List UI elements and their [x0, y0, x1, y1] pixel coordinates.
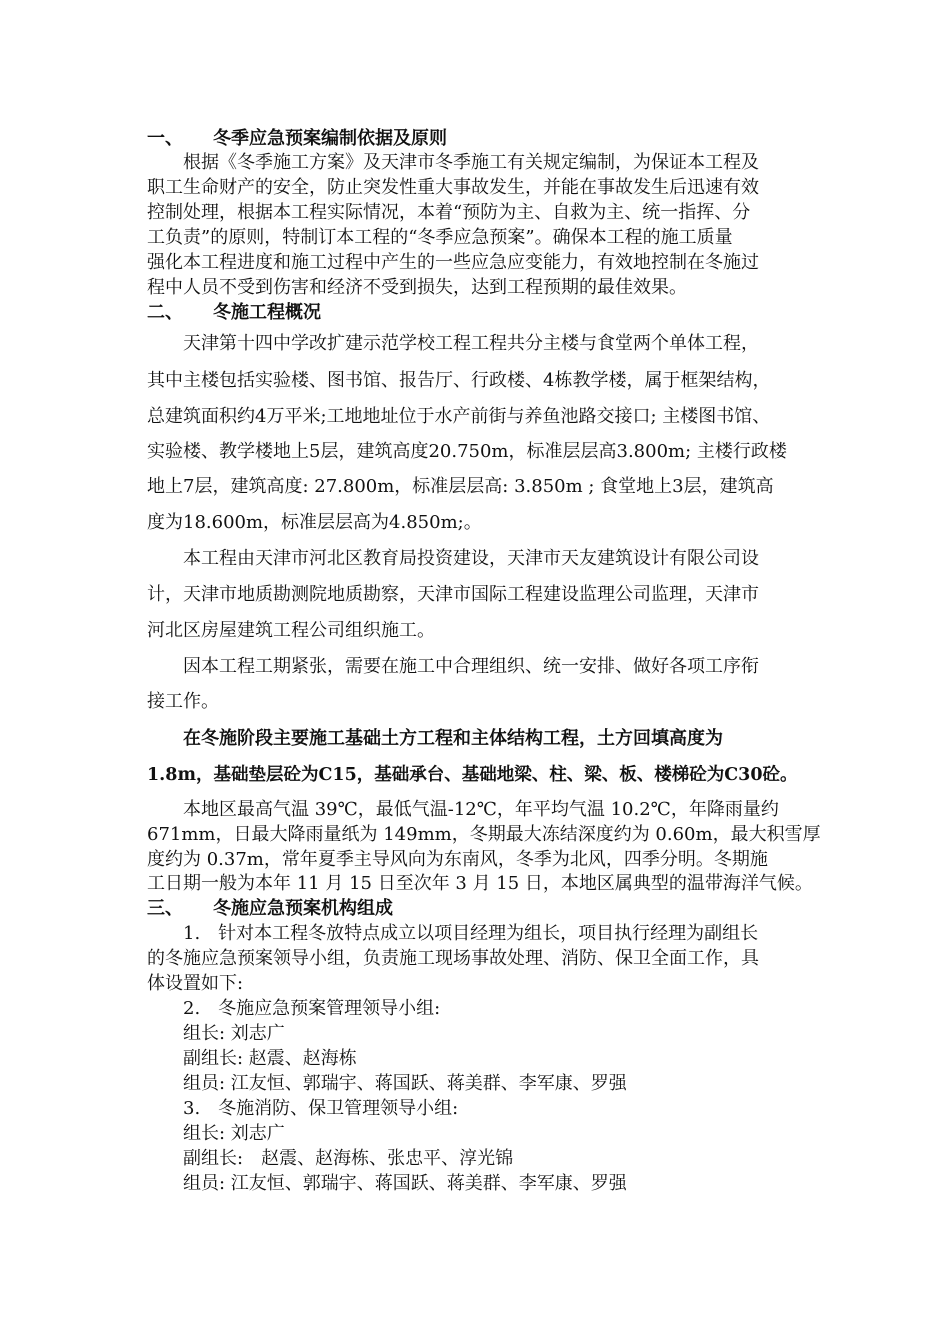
paragraph-line: 程中人员不受到伤害和经济不受到损失，达到工程预期的最佳效果。: [147, 277, 687, 298]
section-2-number: 二、: [147, 302, 183, 323]
group-3-title: 3. 冬施消防、保卫管理领导小组:: [183, 1098, 459, 1119]
group-2-leader: 组长: 刘志广: [183, 1023, 285, 1044]
paragraph-line: 本地区最高气温 39℃，最低气温-12℃，年平均气温 10.2℃，年降雨量约: [183, 799, 779, 820]
section-1-title: 冬季应急预案编制依据及原则: [213, 128, 447, 149]
section-1-heading: [147, 127, 447, 151]
paragraph-line: 体设置如下:: [147, 973, 244, 994]
section-3-number: 三、: [147, 898, 183, 919]
paragraph-line: 地上7层，建筑高度: 27.800m，标准层层高: 3.850m ; 食堂地上3层，建筑高: [147, 476, 774, 497]
group-3-members: 组员: 江友恒、郭瑞宇、蒋国跃、蒋美群、李军康、罗强: [183, 1173, 627, 1194]
paragraph-line: 实验楼、教学楼地上5层，建筑高度20.750m，标准层层高3.800m; 主楼行政楼: [147, 441, 787, 462]
paragraph-line: 其中主楼包括实验楼、图书馆、报告厅、行政楼、4栋教学楼，属于框架结构，: [147, 370, 771, 391]
paragraph-line: 接工作。: [147, 691, 219, 712]
bold-paragraph-line: 在冬施阶段主要施工基础土方工程和主体结构工程，土方回填高度为: [183, 728, 723, 749]
group-2-members: 组员: 江友恒、郭瑞宇、蒋国跃、蒋美群、李军康、罗强: [183, 1073, 627, 1094]
group-3-deputy: 副组长: 赵震、赵海栋、张忠平、淳光锦: [183, 1148, 514, 1169]
section-3-heading: [147, 897, 393, 921]
section-2-heading: [147, 301, 321, 325]
paragraph-line: 总建筑面积约4万平米;工地地址位于水产前街与养鱼池路交接口; 主楼图书馆、: [147, 406, 771, 427]
paragraph-line: 的冬施应急预案领导小组，负责施工现场事故处理、消防、保卫全面工作，具: [147, 948, 759, 969]
paragraph-line: 1. 针对本工程冬放特点成立以项目经理为组长，项目执行经理为副组长: [183, 923, 759, 944]
paragraph-line: 强化本工程进度和施工过程中产生的一些应急应变能力，有效地控制在冬施过: [147, 252, 759, 273]
paragraph-line: 度约为 0.37m，常年夏季主导风向为东南风，冬季为北风，四季分明。冬期施: [147, 849, 768, 870]
bold-paragraph-line: 1.8m，基础垫层砼为C15，基础承台、基础地梁、柱、梁、板、楼梯砼为C30砼。: [147, 765, 798, 785]
paragraph-line: 职工生命财产的安全，防止突发性重大事故发生，并能在事故发生后迅速有效: [147, 177, 759, 198]
paragraph-line: 本工程由天津市河北区教育局投资建设，天津市天友建筑设计有限公司设: [183, 548, 759, 569]
paragraph-line: 天津第十四中学改扩建示范学校工程工程共分主楼与食堂两个单体工程，: [183, 333, 759, 354]
paragraph-line: 工负责”的原则，特制订本工程的“冬季应急预案”。确保本工程的施工质量: [147, 227, 733, 248]
paragraph-line: 工日期一般为本年 11 月 15 日至次年 3 月 15 日，本地区属典型的温带海洋气候。: [147, 873, 813, 894]
paragraph-line: 671mm，日最大降雨量纸为 149mm，冬期最大冻结深度约为 0.60m，最大积雪厚: [147, 824, 821, 845]
paragraph-line: 控制处理，根据本工程实际情况，本着“预防为主、自救为主、统一指挥、分: [147, 202, 751, 223]
paragraph-line: 度为18.600m，标准层层高为4.850m;。: [147, 512, 482, 533]
group-2-deputy: 副组长: 赵震、赵海栋: [183, 1048, 357, 1069]
paragraph-line: 计，天津市地质勘测院地质勘察，天津市国际工程建设监理公司监理，天津市: [147, 584, 759, 605]
group-2-title: 2. 冬施应急预案管理领导小组:: [183, 998, 441, 1019]
section-1-number: 一、: [147, 128, 183, 149]
group-3-leader: 组长: 刘志广: [183, 1123, 285, 1144]
section-2-title: 冬施工程概况: [213, 302, 321, 323]
paragraph-line: 根据《冬季施工方案》及天津市冬季施工有关规定编制，为保证本工程及: [183, 152, 759, 173]
paragraph-line: 河北区房屋建筑工程公司组织施工。: [147, 620, 435, 641]
paragraph-line: 因本工程工期紧张，需要在施工中合理组织、统一安排、做好各项工序衔: [183, 656, 759, 677]
section-3-title: 冬施应急预案机构组成: [213, 898, 393, 919]
